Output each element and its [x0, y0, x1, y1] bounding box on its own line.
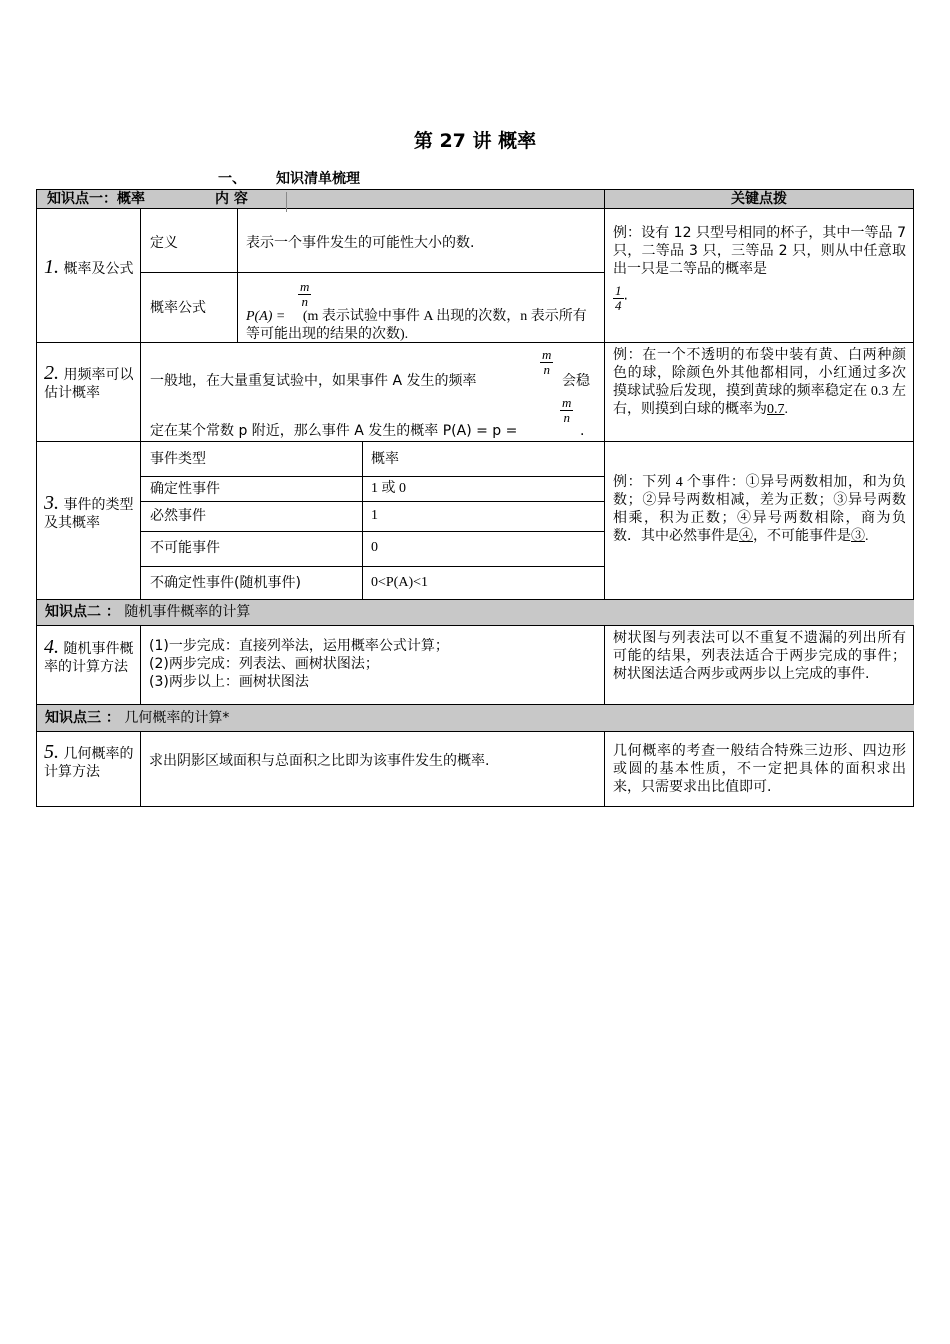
- row2-text-a: 一般地，在大量重复试验中，如果事件 A 发生的频率: [150, 373, 477, 389]
- row1-def-label: 定义: [150, 235, 178, 251]
- list-item: (2)两步完成：列表法、画树状图法；: [149, 656, 379, 672]
- table-header: [36, 189, 914, 209]
- row1-tip: 例：设有 12 只型号相同的杯子，其中一等品 7 只，二等品 3 只，三等品 2 只，则从中任意取出一只是二等品的概率是 $\frac{1}{4}$ .: [613, 225, 906, 313]
- table-row-prob: 1: [371, 508, 378, 523]
- table-row-type: 不可能事件: [150, 540, 220, 556]
- header-left: [37, 190, 605, 208]
- table-row-prob: 0<P(A)<1: [371, 575, 429, 590]
- section-label: 知识清单梳理: [276, 171, 360, 187]
- row5-text: 求出阴影区域面积与总面积之比即为该事件发生的概率.: [149, 753, 490, 769]
- row2-title: [44, 364, 136, 402]
- row1-formula-rest: (m 表示试验中事件 A 出现的次数，n 表示所有等可能出现的结果的次数).: [246, 309, 587, 342]
- header-topic: 知识点一：概率: [47, 191, 145, 207]
- row2-fraction-1: $\frac{m}{n}$: [542, 347, 552, 377]
- row2-tip-answer: 0.7: [767, 402, 785, 417]
- row5-title: [44, 743, 136, 781]
- row1-formula-lhs: P(A) =: [246, 309, 286, 324]
- table-row-type: 必然事件: [150, 508, 206, 524]
- row1-tip-fraction: $\frac{1}{4}$: [615, 283, 622, 313]
- section-bar-3: [37, 705, 914, 731]
- table-row-prob: 0: [371, 540, 378, 555]
- header-content: 内 容: [215, 191, 248, 207]
- table-row-prob: 1 或 0: [371, 481, 406, 496]
- row1-fraction: $\frac{m}{n}$: [300, 279, 310, 309]
- bar2-text: 随机事件概率的计算: [124, 604, 251, 620]
- row5-number: 5.: [44, 741, 59, 763]
- row3-col1-header: 事件类型: [150, 451, 206, 467]
- page-title: 第 27 讲 概率: [413, 130, 537, 152]
- section-number: 一、: [218, 171, 246, 187]
- row3-tip-answer-1: ④: [739, 529, 753, 544]
- row4-name: 随机事件概率的计算方法: [44, 641, 134, 675]
- table-row-type: 确定性事件: [150, 481, 220, 497]
- row2-text: [150, 348, 600, 438]
- row1-tip-text: 例：设有 12 只型号相同的杯子，其中一等品 7 只，二等品 3 只，三等品 2 只，则从中任意取出一只是二等品的概率是: [613, 225, 906, 277]
- row5-name: 几何概率的计算方法: [44, 746, 134, 780]
- row4-number: 4.: [44, 636, 59, 658]
- row3-number: 3.: [44, 492, 59, 514]
- row2-name: 用频率可以估计概率: [44, 367, 134, 401]
- row4-methods: [149, 637, 599, 691]
- row2-number: 2.: [44, 362, 59, 384]
- row4-title: [44, 638, 136, 676]
- row3-col2-header: 概率: [371, 451, 399, 467]
- row1-number: 1.: [44, 256, 59, 278]
- row2-fraction-2: $\frac{m}{n}$: [562, 395, 572, 425]
- list-item: (1)一步完成：直接列举法，运用概率公式计算；: [149, 638, 449, 654]
- row1-formula-label: 概率公式: [150, 300, 206, 316]
- row5-tip: 几何概率的考查一般结合特殊三边形、四边形或圆的基本性质，不一定把具体的面积求出来，只需要求出比值即可.: [613, 743, 906, 795]
- bar3-label: 知识点三 ：: [45, 710, 120, 726]
- row3-tip: 例：下列 4 个事件：①异号两数相加，和为负数；②异号两数相减，差为正数；③异号两数相乘，积为正数；④异号两数相除，商为负数．其中必然事件是④，不可能事件是③.: [613, 475, 906, 544]
- row1-name: 概率及公式: [63, 261, 134, 277]
- row2-tip: 例：在一个不透明的布袋中装有黄、白两种颜色的球，除颜色外其他都相同，小红通过多次摸球试验后发现，摸到黄球的频率稳定在 0.3 左右，则摸到白球的概率为0.7.: [613, 348, 906, 417]
- header-tick: [286, 192, 287, 212]
- row1-formula: [246, 280, 600, 344]
- section-bar-2: [37, 600, 914, 625]
- bar2-label: 知识点二 ：: [45, 604, 120, 620]
- list-item: (3)两步以上：画树状图法: [149, 674, 309, 690]
- row3-tip-answer-2: ③: [851, 529, 865, 544]
- section-heading: [218, 168, 360, 188]
- bar3-text: 几何概率的计算*: [124, 710, 230, 726]
- row1-title: [44, 258, 136, 278]
- row2-text-c: 定在某个常数 p 附近，那么事件 A 发生的概率 P(A) = p =: [150, 423, 518, 439]
- row2-text-b: 会稳: [562, 373, 590, 389]
- header-right: 关键点拨: [605, 190, 913, 208]
- row4-tip: 树状图与列表法可以不重复不遗漏的列出所有可能的结果，列表法适合于两步完成的事件；树状图法适合两步或两步以上完成的事件.: [613, 630, 906, 682]
- row1-def-text: 表示一个事件发生的可能性大小的数.: [246, 235, 475, 251]
- row2-text-d: .: [580, 423, 585, 439]
- row3-title: [44, 494, 136, 532]
- row3-name: 事件的类型及其概率: [44, 497, 134, 531]
- table-row-type: 不确定性事件(随机事件): [150, 575, 301, 591]
